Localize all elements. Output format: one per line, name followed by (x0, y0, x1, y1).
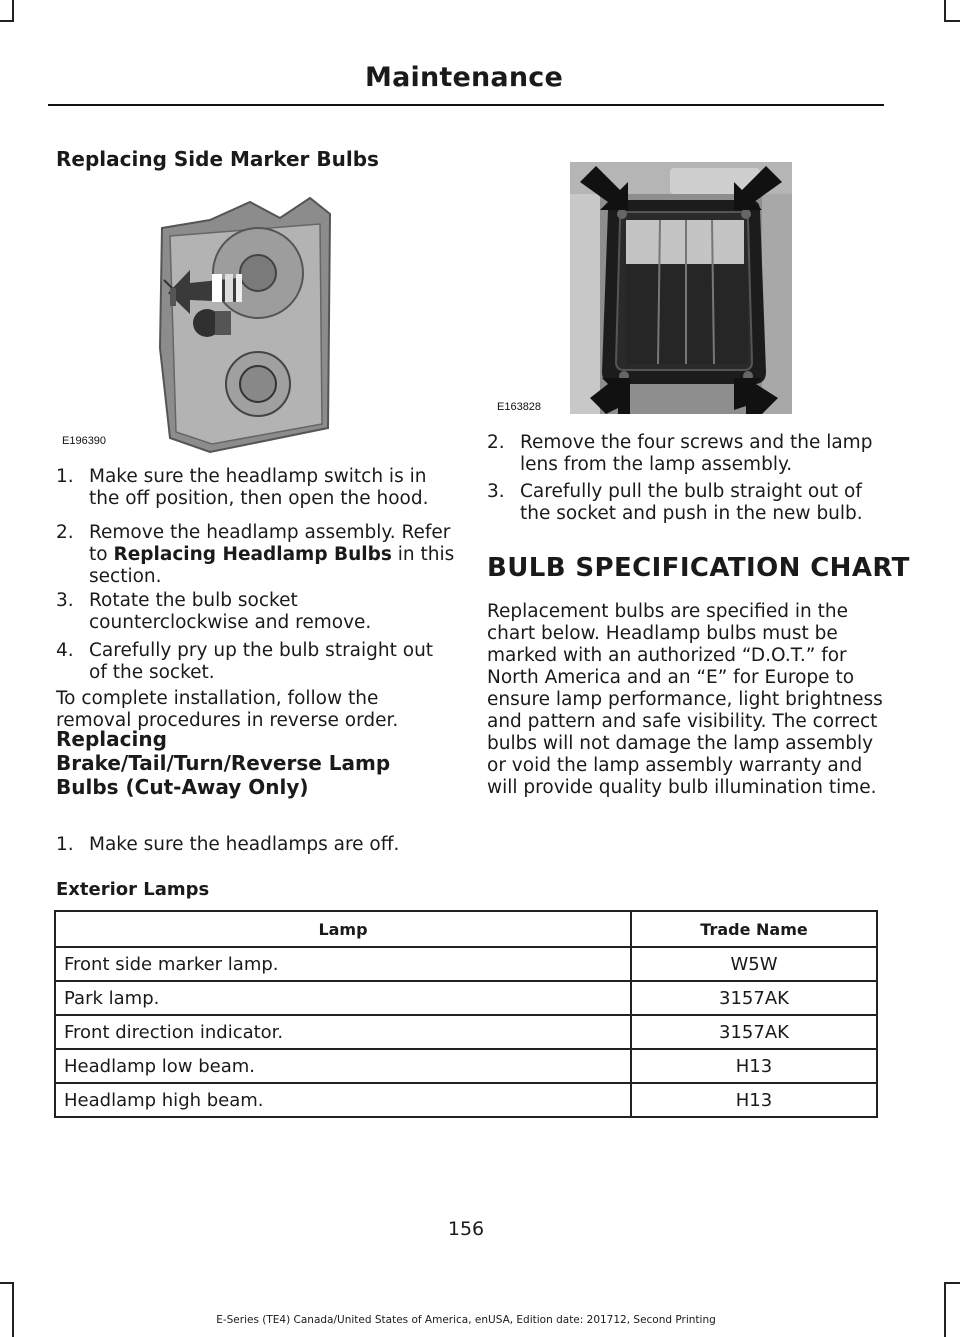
crop-mark (944, 0, 946, 22)
trade-name-cell: 3157AK (631, 981, 877, 1015)
crop-mark (944, 1282, 960, 1284)
table-row (55, 981, 877, 1015)
exterior-lamps-table (54, 910, 878, 1118)
table-row (55, 1083, 877, 1117)
lamp-cell: Headlamp low beam. (55, 1049, 631, 1083)
list-line: counterclockwise and remove. (89, 612, 372, 633)
lamp-cell: Park lamp. (55, 981, 631, 1015)
list-item (56, 640, 456, 684)
trade-name-cell: H13 (631, 1049, 877, 1083)
list-line: the off position, then open the hood. (89, 488, 429, 509)
column-header-trade-name: Trade Name (631, 911, 877, 947)
crop-mark (12, 1282, 14, 1337)
chart-heading: BULB SPECIFICATION CHART (487, 553, 910, 583)
list-item (56, 522, 456, 588)
table-row (55, 1015, 877, 1049)
lamp-lens-illustration (570, 162, 792, 414)
side-marker-figure (150, 188, 450, 456)
list-line: section. (89, 566, 162, 587)
list-number: 2. (56, 522, 74, 543)
page-number: 156 (447, 1218, 485, 1240)
figure-id-label: E196390 (62, 435, 107, 447)
crop-mark (0, 20, 14, 22)
page-title: Maintenance (365, 62, 563, 93)
footer-text: E-Series (TE4) Canada/United States of America, enUSA, Edition date: 201712, Second Printing (216, 1314, 716, 1326)
list-line: the socket and push in the new bulb. (520, 503, 863, 524)
list-line: Rotate the bulb socket (89, 590, 298, 611)
crop-mark (944, 1282, 946, 1337)
list-item (56, 590, 456, 634)
table-row (55, 1049, 877, 1083)
figure-id-label: E163828 (497, 401, 542, 413)
paragraph: Replacement bulbs are specified in the chart below. Headlamp bulbs must be marked with an authorized “D.O.T.” for North America and an “E” for Europe to ensure lamp performance, light brightness and pattern and safe visibility. The correct bulbs will not damage the lamp assembly or void the lamp assembly warranty and will provide quality bulb illumination time. (487, 601, 883, 798)
list-line: Make sure the headlamps are off. (89, 834, 400, 855)
list-line: Carefully pull the bulb straight out of (520, 481, 862, 502)
list-line: Remove the headlamp assembly. Refer (89, 522, 451, 543)
paragraph: To complete installation, follow the removal procedures in reverse order. (56, 688, 399, 731)
list-item (487, 432, 887, 476)
table-row (55, 947, 877, 981)
trade-name-cell: W5W (631, 947, 877, 981)
cross-reference: Replacing Headlamp Bulbs (113, 544, 392, 565)
list-item (487, 481, 887, 525)
list-number: 3. (487, 481, 505, 502)
lamp-cell: Front direction indicator. (55, 1015, 631, 1049)
list-item (56, 466, 456, 510)
list-line: Carefully pry up the bulb straight out (89, 640, 434, 661)
table-header-row (55, 911, 877, 947)
trade-name-cell: 3157AK (631, 1015, 877, 1049)
header-divider (48, 104, 884, 106)
column-header-lamp: Lamp (55, 911, 631, 947)
list-number: 3. (56, 590, 74, 611)
lamp-cell: Front side marker lamp. (55, 947, 631, 981)
list-line: to Replacing Headlamp Bulbs in this (89, 544, 455, 565)
section-heading: Replacing Side Marker Bulbs (56, 147, 379, 171)
list-number: 1. (56, 466, 74, 487)
trade-name-cell: H13 (631, 1083, 877, 1117)
table-caption: Exterior Lamps (56, 879, 210, 900)
lamp-lens-figure (570, 162, 792, 414)
crop-mark (0, 1282, 14, 1284)
lamp-cell: Headlamp high beam. (55, 1083, 631, 1117)
list-number: 1. (56, 834, 74, 855)
list-number: 2. (487, 432, 505, 453)
crop-mark (12, 0, 14, 22)
section-heading: Replacing Brake/Tail/Turn/Reverse Lamp Bulbs (Cut-Away Only) (56, 727, 391, 799)
list-number: 4. (56, 640, 74, 661)
list-line: Make sure the headlamp switch is in (89, 466, 427, 487)
list-item (56, 834, 456, 856)
list-line: Remove the four screws and the lamp (520, 432, 873, 453)
crop-mark (944, 20, 960, 22)
list-line: of the socket. (89, 662, 215, 683)
list-line: lens from the lamp assembly. (520, 454, 793, 475)
headlamp-rear-illustration (150, 188, 450, 456)
